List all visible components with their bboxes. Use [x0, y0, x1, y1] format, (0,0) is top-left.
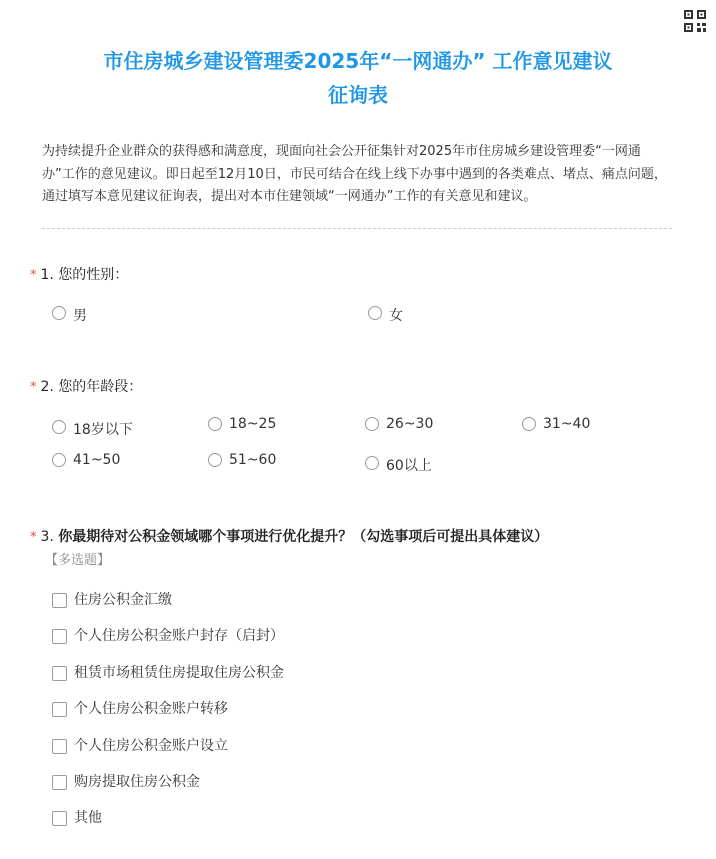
required-mark: * — [30, 380, 37, 395]
option-label: 18岁以下 — [73, 422, 133, 438]
checkbox[interactable] — [52, 702, 67, 717]
page-title-line2: 征询表 — [328, 83, 388, 107]
question-2-heading — [30, 377, 142, 398]
option-gender-female[interactable] — [368, 303, 403, 323]
option-age-51-60[interactable] — [208, 450, 276, 470]
question-title: 您的年龄段： — [58, 379, 143, 395]
checkbox[interactable] — [52, 629, 67, 644]
multi-select-tag: 【多选题】 — [45, 553, 111, 568]
option-account-transfer[interactable] — [52, 699, 228, 719]
radio-button[interactable] — [365, 417, 379, 431]
option-gender-male[interactable] — [52, 303, 87, 323]
radio-button[interactable] — [52, 453, 66, 467]
option-label: 购房提取住房公积金 — [74, 774, 200, 790]
option-label: 31~40 — [543, 416, 591, 432]
option-age-26-30[interactable] — [365, 414, 433, 434]
option-age-31-40[interactable] — [522, 414, 590, 434]
option-label: 51~60 — [229, 452, 277, 468]
intro-text: 为持续提升企业群众的获得感和满意度，现面向社会公开征集针对2025年市住房城乡建设管理委“一网通办”工作的意见建议。即日起至12月10日，市民可结合在线上线下办事中遇到的各类难点、堵点、痛点问题，通过填写本意见建议征询表，提出对本市住建领域“一网通办”工作的有关意见和建议。 — [42, 144, 667, 204]
option-age-18-25[interactable] — [208, 414, 276, 434]
option-fund-contribution[interactable] — [52, 590, 172, 610]
radio-button[interactable] — [208, 453, 222, 467]
option-age-41-50[interactable] — [52, 450, 120, 470]
option-label: 41~50 — [73, 452, 121, 468]
option-age-over-60[interactable] — [365, 453, 432, 473]
checkbox[interactable] — [52, 666, 67, 681]
question-number: 3. — [40, 529, 54, 545]
option-age-under-18[interactable] — [52, 417, 133, 437]
option-label: 其他 — [74, 810, 102, 826]
option-label: 60以上 — [386, 458, 432, 474]
required-mark: * — [30, 268, 37, 283]
divider — [42, 228, 672, 229]
option-rental-withdrawal[interactable] — [52, 663, 284, 683]
option-purchase-withdrawal[interactable] — [52, 772, 200, 792]
page-title — [40, 44, 676, 112]
question-number: 2. — [40, 379, 54, 395]
option-label: 26~30 — [386, 416, 434, 432]
radio-button[interactable] — [52, 306, 66, 320]
option-label: 住房公积金汇缴 — [74, 592, 172, 608]
qrcode-icon[interactable] — [684, 10, 706, 32]
question-number: 1. — [40, 267, 54, 283]
radio-button[interactable] — [368, 306, 382, 320]
radio-button[interactable] — [522, 417, 536, 431]
option-other[interactable] — [52, 808, 102, 828]
required-mark: * — [30, 530, 37, 545]
option-label: 个人住房公积金账户转移 — [74, 701, 228, 717]
option-account-seal[interactable] — [52, 626, 284, 646]
option-label: 个人住房公积金账户封存（启封） — [74, 628, 284, 644]
option-label: 男 — [73, 308, 87, 324]
option-label: 租赁市场租赁住房提取住房公积金 — [74, 665, 284, 681]
radio-button[interactable] — [365, 456, 379, 470]
option-label: 个人住房公积金账户设立 — [74, 738, 228, 754]
checkbox[interactable] — [52, 775, 67, 790]
checkbox[interactable] — [52, 593, 67, 608]
option-label: 18~25 — [229, 416, 277, 432]
question-title: 你最期待对公积金领域哪个事项进行优化提升？（勾选事项后可提出具体建议） — [58, 529, 549, 545]
option-label: 女 — [389, 308, 403, 324]
question-title: 您的性别： — [58, 267, 129, 283]
question-3-heading — [30, 527, 548, 548]
page-title-line1: 市住房城乡建设管理委2025年“一网通办” 工作意见建议 — [103, 49, 613, 73]
option-account-setup[interactable] — [52, 736, 228, 756]
radio-button[interactable] — [52, 420, 66, 434]
checkbox[interactable] — [52, 739, 67, 754]
radio-button[interactable] — [208, 417, 222, 431]
checkbox[interactable] — [52, 811, 67, 826]
question-1-heading — [30, 265, 128, 286]
